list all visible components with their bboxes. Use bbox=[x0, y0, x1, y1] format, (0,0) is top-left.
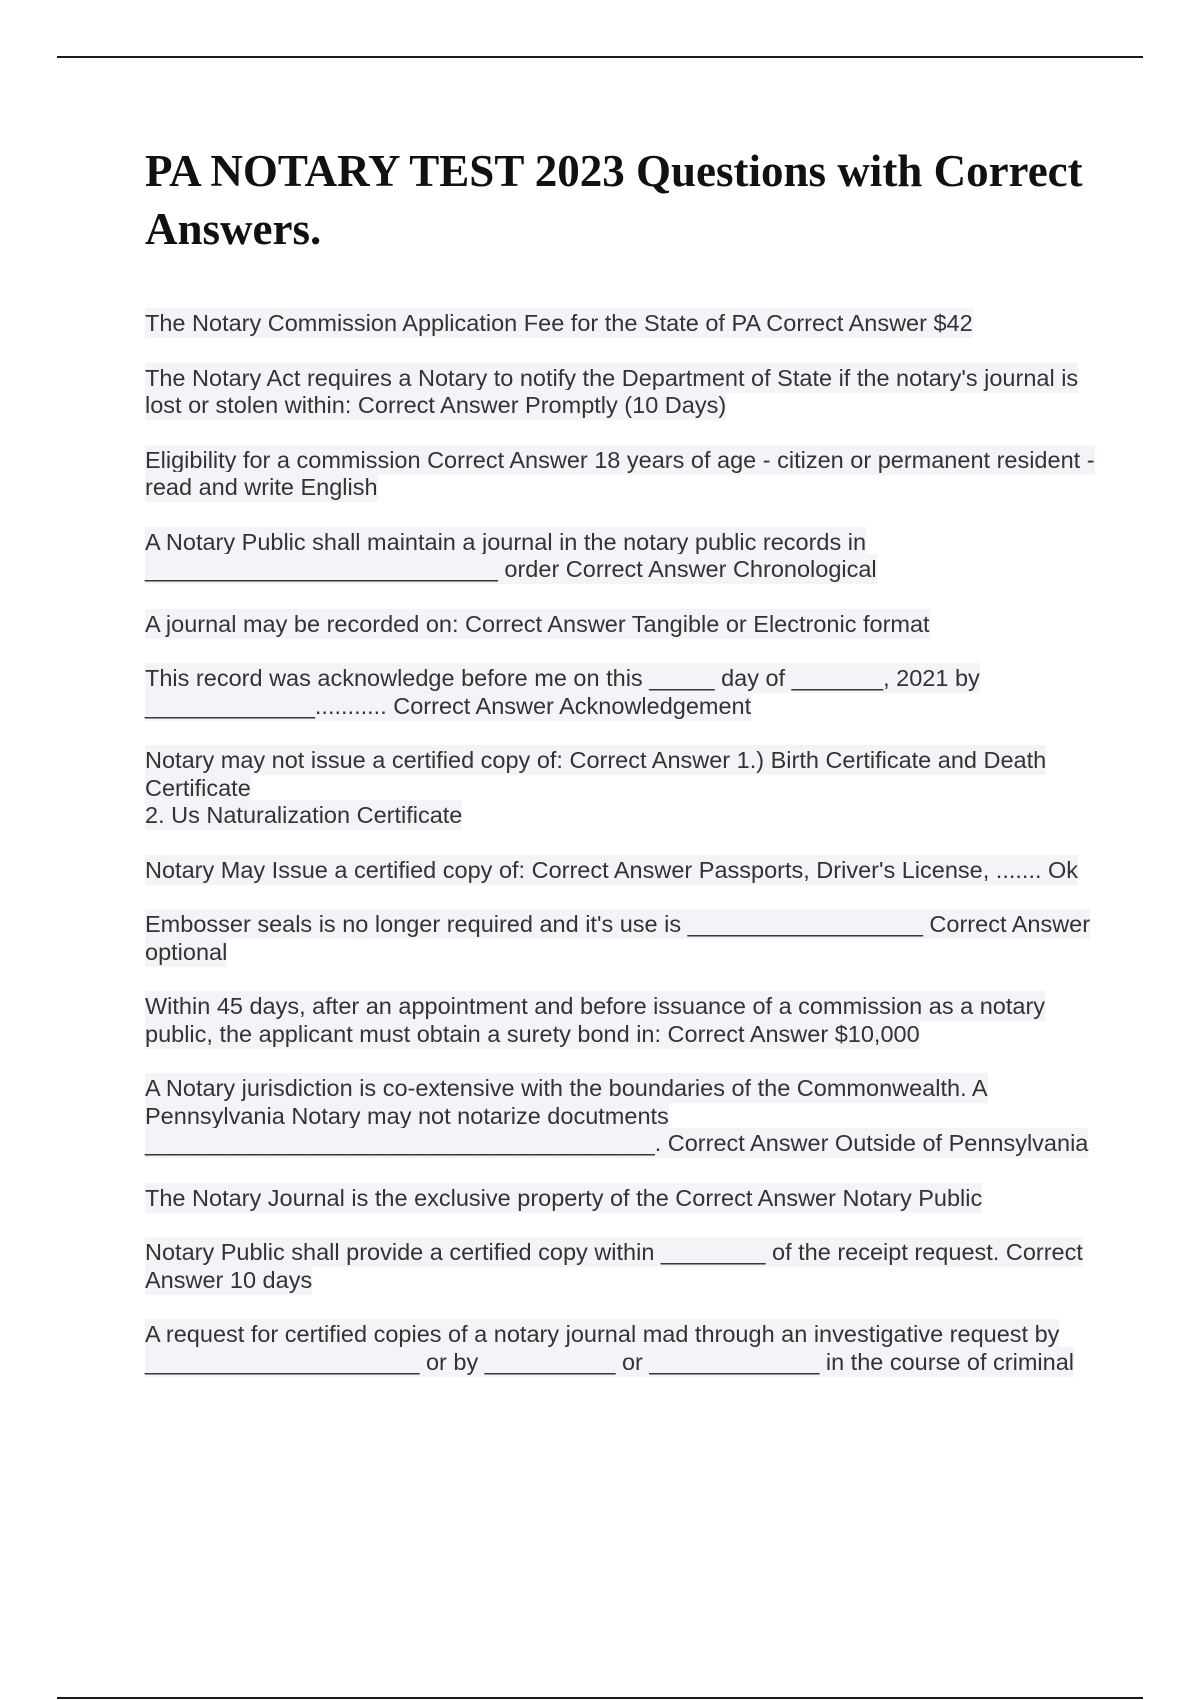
question-item bbox=[145, 1321, 1105, 1376]
question-text: A Notary Public shall maintain a journal in the notary public records in ___________________________ order Correct Answer Chronological bbox=[145, 528, 877, 582]
question-text: The Notary Commission Application Fee for the State of PA Correct Answer $42 bbox=[145, 310, 973, 336]
question-item bbox=[145, 1075, 1105, 1158]
question-text: Within 45 days, after an appointment and before issuance of a commission as a notary public, the applicant must obtain a surety bond in: Correct Answer $10,000 bbox=[145, 993, 1046, 1047]
question-item bbox=[145, 665, 1105, 720]
question-text: Notary Public shall provide a certified copy within ________ of the receipt request. Correct Answer 10 days bbox=[145, 1239, 1083, 1293]
question-item bbox=[145, 611, 1105, 639]
question-item bbox=[145, 365, 1105, 420]
question-item bbox=[145, 310, 1105, 338]
question-item bbox=[145, 1239, 1105, 1294]
question-item bbox=[145, 529, 1105, 584]
top-divider bbox=[57, 56, 1143, 58]
bottom-divider bbox=[57, 1697, 1143, 1699]
question-text: This record was acknowledge before me on this _____ day of _______, 2021 by _____________........... Correct Answer Acknowledgement bbox=[145, 665, 980, 719]
question-text: The Notary Act requires a Notary to notify the Department of State if the notary's journal is lost or stolen within: Correct Answer Promptly (10 Days) bbox=[145, 364, 1079, 418]
question-item bbox=[145, 747, 1105, 830]
question-text: Notary may not issue a certified copy of: Correct Answer 1.) Birth Certificate and Death Certificate 2. Us Naturalization Certificate bbox=[145, 747, 1047, 828]
question-text: A journal may be recorded on: Correct Answer Tangible or Electronic format bbox=[145, 610, 930, 637]
question-item bbox=[145, 447, 1105, 502]
question-text: Eligibility for a commission Correct Answer 18 years of age - citizen or permanent resident - read and write English bbox=[145, 446, 1095, 500]
question-text: Notary May Issue a certified copy of: Correct Answer Passports, Driver's License, ....... Ok bbox=[145, 856, 1079, 883]
question-item bbox=[145, 911, 1105, 966]
question-item bbox=[145, 993, 1105, 1048]
question-text: A Notary jurisdiction is co-extensive with the boundaries of the Commonwealth. A Pennsylvania Notary may not notarize docutments _______________________________________. Correct Answer Outside of Pennsylvania bbox=[145, 1075, 1089, 1156]
question-item bbox=[145, 857, 1105, 885]
question-text: Embosser seals is no longer required and it's use is __________________ Correct Answer optional bbox=[145, 911, 1091, 965]
document-title: PA NOTARY TEST 2023 Questions with Correct Answers. bbox=[145, 146, 1083, 254]
question-list bbox=[145, 310, 1105, 1403]
question-text: The Notary Journal is the exclusive property of the Correct Answer Notary Public bbox=[145, 1184, 983, 1211]
question-item bbox=[145, 1185, 1105, 1213]
question-text: A request for certified copies of a notary journal mad through an investigative request by _____________________ or by __________ or _____________ in the course of criminal bbox=[145, 1321, 1075, 1375]
